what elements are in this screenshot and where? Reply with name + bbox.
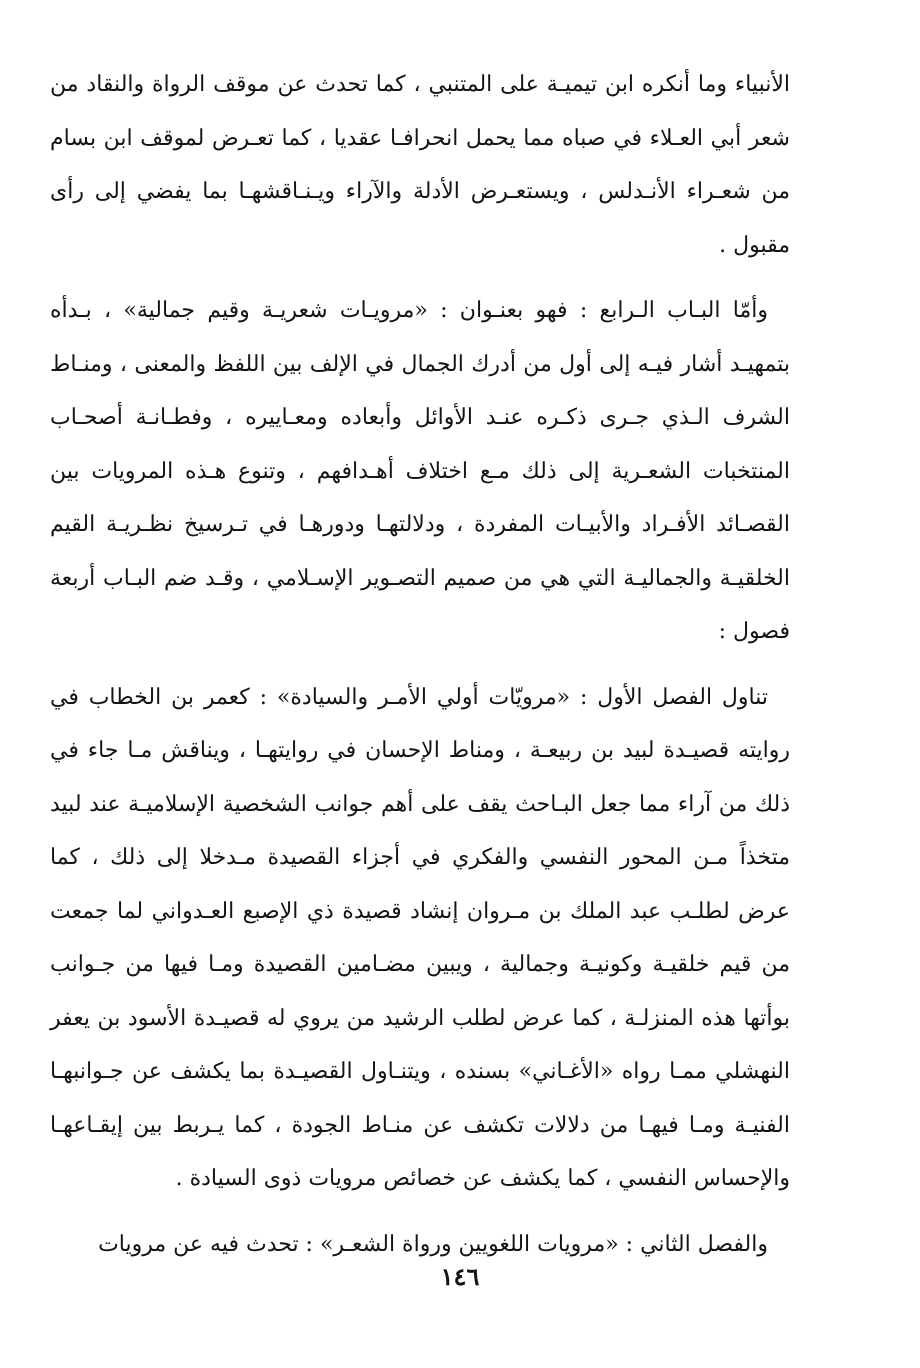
paragraph-4: والفصل الثاني : «مرويات اللغويين ورواة الشعـر» : تحدث فيه عن مرويات [98, 1231, 768, 1257]
paragraph-2: وأمّا البـاب الـرابع : فهو بعنـوان : «مرويـات شعريـة وقيم جمالية» ، بـدأه بتمهيـد أشار فيـه إلى أول من أدرك الجمال في الإلف بين اللفظ والمعنى ، ومنـاط الشرف الـذي جـرى ذكـره عنـد الأوائل وأبعاده ومعـاييره ، وفطـانـة أصحـاب المنتخبات الشعـرية إلى ذلك مـع اختلاف أهـدافهم ، وتنوع هـذه المرويات بين القصـائد الأفـراد والأبيـات المفردة ، ودلالتهـا ودورهـا في تـرسيخ نظـريـة القيم الخلقيـة والجماليـة التي هي من صميم التصـوير الإسـلامي ، وقـد ضم البـاب أربعة فصول : [50, 298, 790, 644]
body-text [50, 58, 790, 1283]
page-number: ١٤٦ [440, 1262, 480, 1291]
paragraph-3: تناول الفصل الأول : «مرويّات أولي الأمـر والسيادة» : كعمر بن الخطاب في روايته قصيـدة لبيد بن ربيعـة ، ومناط الإحسان في روايتهـا ، ويناقش مـا جاء في ذلك من آراء مما جعل البـاحث يقف على أهم جوانب الشخصية الإسلاميـة عند لبيد متخذاً مـن المحور النفسي والفكري في أجزاء القصيدة مـدخلا إلى ذلك ، كما عرض لطلـب عبد الملك بن مـروان إنشاد قصيدة ذي الإصبع العـدواني لما جمعت من قيم خلقيـة وكونيـة وجمالية ، ويبين مضـامين القصيدة ومـا فيها من جـوانب بوأتها هذه المنزلـة ، كما عرض لطلب الرشيد من يروي له قصيـدة الأسود بن يعفر النهشلي ممـا رواه «الأغـاني» بسنده ، ويتنـاول القصيـدة بما يكشف عن جـوانبهـا الفنيـة ومـا فيهـا من دلالات تكشف عن منـاط الجودة ، كما يـربط بين إيقـاعهـا والإحساس النفسي ، كما يكشف عن خصائص مرويات ذوى السيادة . [50, 684, 790, 1191]
paragraph-1: الأنبياء وما أنكره ابن تيميـة على المتنبي ، كما تحدث عن موقف الرواة والنقاد من شعر أبي العـلاء في صباه مما يحمل انحرافـا عقديا ، كما تعـرض لموقف ابن بسام من شعـراء الأنـدلس ، ويستعـرض الأدلة والآراء ويـنـاقشهـا بما يفضي إلى رأى مقبول . [50, 72, 790, 258]
